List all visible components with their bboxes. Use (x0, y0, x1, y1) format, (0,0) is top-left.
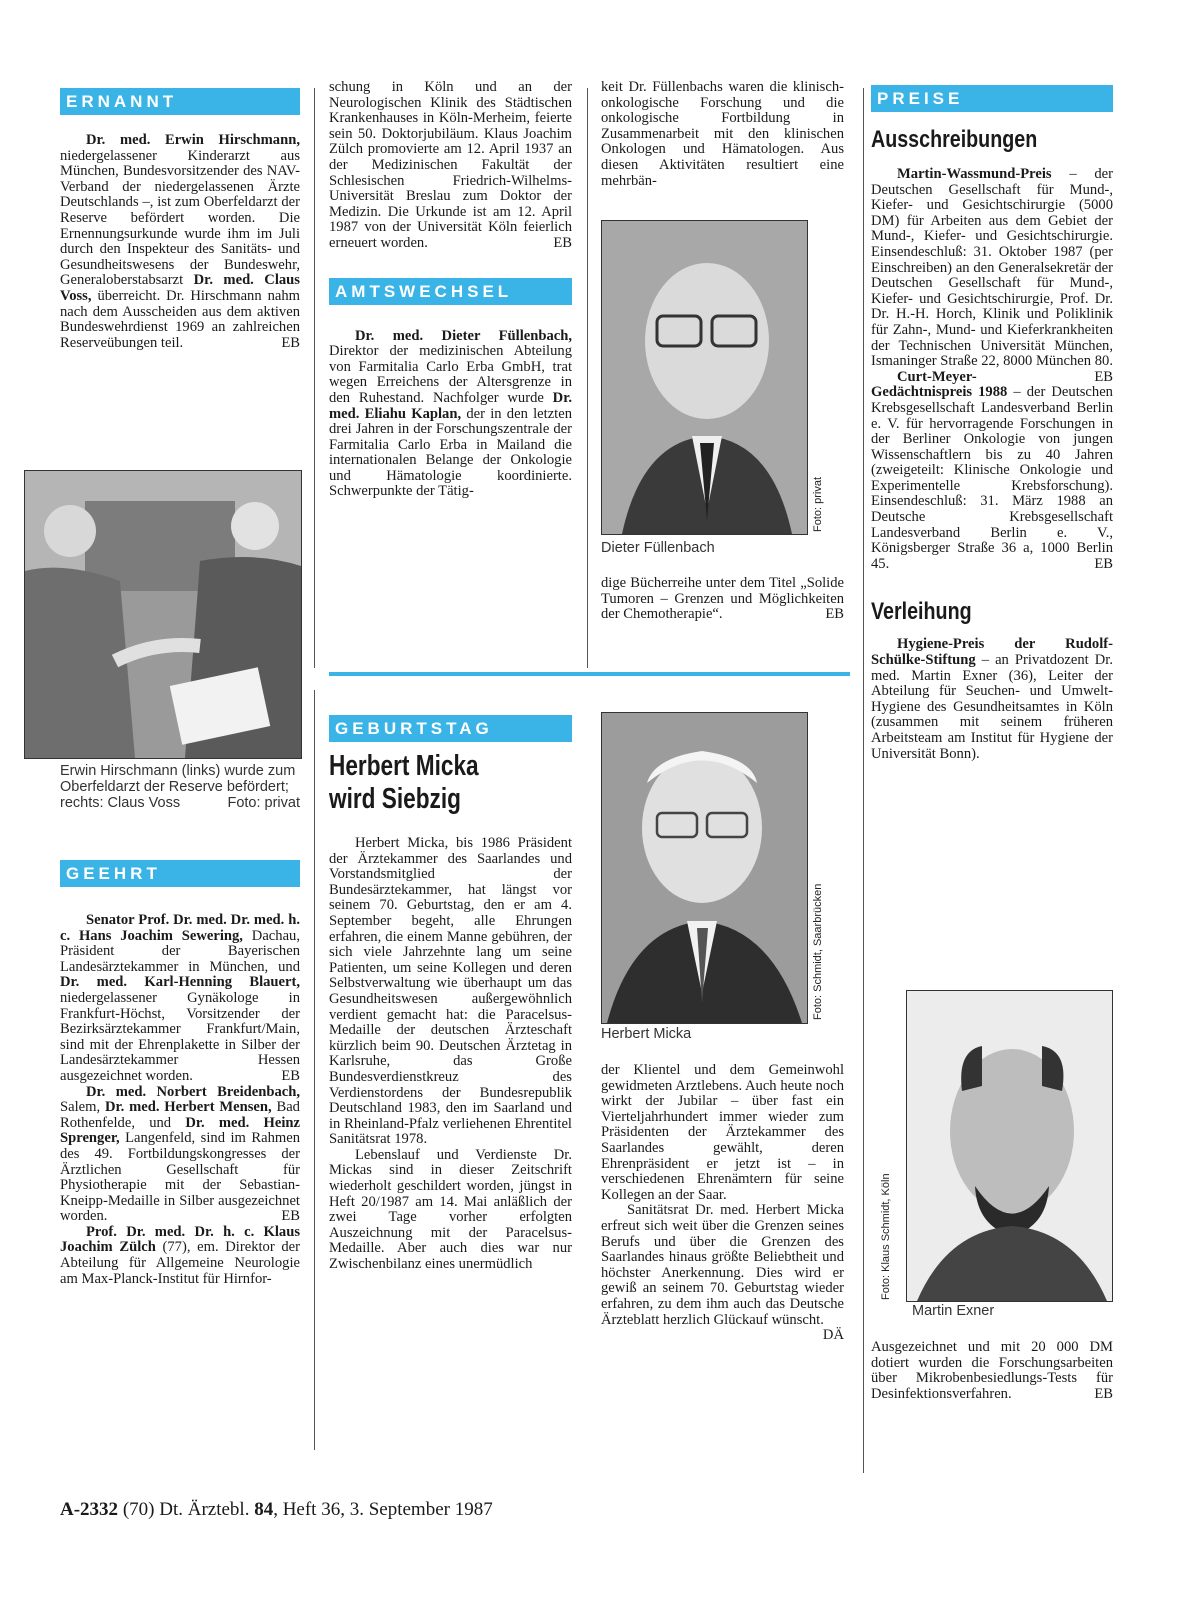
person-name: Senator Prof. Dr. med. Dr. med. h. c. Hans Joachim Sewering, (60, 912, 300, 944)
column-4-end (871, 1340, 1113, 1402)
section-bar-ernannt: ERNANNT (60, 88, 300, 115)
photo-caption: Martin Exner (912, 1303, 995, 1319)
photo-micka (601, 712, 808, 1024)
person-name: Dr. med. Erwin Hirschmann, (86, 132, 300, 148)
headline-verleihung: Verleihung (871, 598, 972, 626)
prize-martin-wassmund: Martin-Wassmund-Preis – der Deutschen Gesellschaft für Mund-, Kiefer- und Gesichtschirurgie (5000 DM) für Arbeiten aus dem Gebiet der Mund-, Kiefer- und Gesichtschirurgie. Einsendeschluß: 31. Oktober 1987 (per Einschreiben) an den Generalsekretär der Deutschen Gesellschaft für Mund-, Kiefer- und Gesichtschirurgie, Prof. Dr. Dr. H.-H. Horch, Klinik und Poliklinik für Zahn-, Mund- und Kieferkrankheiten der Technischen Universität München, Ismaninger Straße 22, 8000 München 80. EB (871, 166, 1113, 385)
column-3 (601, 80, 844, 189)
article-sewering: Senator Prof. Dr. med. Dr. med. h. c. Hans Joachim Sewering, Dachau, Präsident der Bayerischen Landesärztekammer in München, und Dr. med. Karl-Henning Blauert, niedergelassener Gynäkologe in Frankfurt-Höchst, Vorsitzender der Bezirksärztekammer Frankfurt/Main, sind mit der Ehrenplakette in Silber der Landesärztekammer Hessen ausgezeichnet worden. EB (60, 912, 300, 1084)
prize-name: Curt-Meyer-Gedächtnispreis 1988 (871, 368, 1008, 401)
person-name: Dr. med. Herbert Mensen, (104, 1099, 272, 1116)
page-number: A-2332 (60, 1499, 119, 1520)
article-fuellenbach: Dr. med. Dieter Füllenbach, Direktor der medizinischen Abteilung von Farmitalia Carlo Erba GmbH, trat wegen Erreichens der Altersgrenze in den Ruhestand. Nachfolger wurde Dr. med. Eliahu Kaplan, der in den letzten drei Jahren in der Forschungszentrale der Farmitalia Carlo Erba in Mailand die internationalen Belange der Onkologie und Hämatologie koordinierte. Schwerpunkte der Tätig- (329, 327, 573, 500)
column-4 (871, 85, 1113, 762)
prize-hygiene-continued: Ausgezeichnet und mit 20 000 DM dotiert wurden die Forschungsarbeiten über Mikrobenbesiedlungs-Tests für Desinfektionsverfahren. EB (871, 1339, 1113, 1402)
portrait-illustration (907, 991, 1112, 1301)
photo-caption: Herbert Micka (601, 1026, 692, 1042)
birthday-paragraph: Lebenslauf und Verdienste Dr. Mickas sind in dieser Zeitschrift wiederholt geschildert worden, jüngst in Heft 20/1987 am 14. Mai anläßlich der zwei Tage vorher erfolgten Auszeichnung mit der Paracelsus-Medaille. Aber auch dies war nur Zwischenbilanz eines unermüdlich (329, 1146, 572, 1273)
author-sign: EB (1094, 555, 1113, 572)
birthday-article (329, 715, 572, 1273)
author-sign: EB (281, 1067, 300, 1084)
person-name: Dr. med. Heinz Sprenger, (60, 1114, 300, 1147)
author-sign: DÄ (822, 1327, 844, 1344)
prize-curt-meyer: Curt-Meyer-Gedächtnispreis 1988 – der Deutschen Krebsgesellschaft Landesverband Berlin e. V. für hervorragende Forschungen in der Berliner Onkologie von jungen Wissenschaftlern bis zu 40 Jahren (zweigeteilt: Klinische Onkologie und Experimentelle Krebsforschung). Einsendeschluß: 31. März 1988 an Deutsche Krebsgesellschaft Landesverband Berlin e. V., Königsberger Straße 36 a, 1000 Berlin 45. EB (871, 368, 1113, 572)
portrait-illustration (602, 713, 807, 1023)
photo-credit: Foto: privat (812, 476, 824, 532)
person-name: Prof. Dr. med. Dr. h. c. Klaus Joachim Zülch (60, 1223, 300, 1256)
author-sign: EB (281, 334, 300, 351)
page-footer: A-2332 (70) Dt. Ärztebl. 84, Heft 36, 3. September 1987 (60, 1499, 493, 1520)
person-name: Dr. med. Karl-Henning Blauert, (60, 974, 300, 991)
birthday-article-continued (601, 1063, 844, 1344)
birthday-paragraph: Herbert Micka, bis 1986 Präsident der Ärztekammer des Saarlandes und Vorstandsmitglied der Bundesärztekammer, hat längst vor seinem 70. Geburtstag, den er am 4. September begeht, alle Ehrungen erfahren, die einem Manne gebühren, der sich viele Jahrzehnte lang um seine Patienten, um seine Kollegen und deren Selbstverwaltung wie überhaupt um das Gesundheitswesen außergewöhnlich verdient gemacht hat: die Paracelsus-Medaille der deutschen Ärzteschaft kürzlich beim 90. Deutschen Ärztetag in Karlsruhe, das Große Bundesverdienstkreuz des Verdienstordens der Bundesrepublik Deutschland 1983, den im Saarland und in Rheinland-Pfalz verliehenen Ehrentitel Sanitätsrat 1978. (329, 835, 572, 1148)
person-name: Dr. med. Norbert Breidenbach, (86, 1083, 300, 1100)
birthday-paragraph: Sanitätsrat Dr. med. Herbert Micka erfreut sich weit über die Grenzen seines Berufs und über die Grenzen des Saarlandes hinaus größte Beliebtheit und höchster Anerkennung. Dies wird er gewiß an seinem 70. Geburtstag wieder erfahren, zu dem ihm auch das Deutsche Ärzteblatt herzlich Glückauf wünscht. DÄ (601, 1202, 844, 1344)
section-bar-geehrt: GEEHRT (60, 860, 300, 887)
photo-credit: Foto: Schmidt, Saarbrücken (812, 883, 824, 1020)
author-sign: EB (1094, 368, 1113, 385)
column-1-geehrt (60, 860, 300, 1287)
column-3-continued (601, 576, 844, 623)
article-zuelch-continued: schung in Köln und an der Neurologischen Klinik des Städtischen Krankenhauses in Köln-Merheim, feierte sein 50. Doktorjubiläum. Klaus Joachim Zülch promovierte am 12. April 1937 an der Medizinischen Fakultät der Schlesischen Friedrich-Wilhelms-Universität Breslau zum Doktor der Medizin. Die Urkunde ist am 12. April 1987 von der Universität Köln feierlich erneuert worden. EB (329, 79, 572, 251)
column-rule (863, 88, 864, 1473)
photo-caption: Dieter Füllenbach (601, 540, 715, 556)
photo-hirschmann-voss (24, 470, 302, 759)
portrait-illustration (602, 221, 807, 534)
handshake-photo-illustration (25, 471, 301, 758)
photo-caption: Erwin Hirschmann (links) wurde zum Oberfeldarzt der Reserve befördert; rechts: Claus Voss Foto: privat (60, 763, 300, 811)
birthday-paragraph: der Klientel und dem Gemeinwohl gewidmeten Arztlebens. Auch heute noch wirkt der Jubilar – über fast ein Vierteljahrhundert immer wieder zum Präsidenten der Ärztekammer des Saarlandes gewählt, deren Ehrenpräsident er jetzt ist – in verschiedenen Ehrenämtern für seine Kollegen an der Saar. (601, 1062, 844, 1203)
photo-credit: Foto: privat (227, 795, 300, 811)
section-bar-geburtstag: GEBURTSTAG (329, 715, 572, 742)
article-breidenbach: Dr. med. Norbert Breidenbach, Salem, Dr. med. Herbert Mensen, Bad Rothenfelde, und Dr. med. Heinz Sprenger, Langenfeld, sind im Rahmen des 49. Fortbildungskongresses der Ärztlichen Gesellschaft für Physiotherapie mit der Sebastian-Kneipp-Medaille in Silber ausgezeichnet worden. EB (60, 1083, 300, 1225)
photo-fuellenbach (601, 220, 808, 535)
author-sign: EB (553, 234, 572, 251)
headline-line-1: Herbert Micka (329, 750, 479, 782)
section-bar-preise: PREISE (871, 85, 1113, 112)
photo-credit: Foto: Klaus Schmidt, Köln (880, 1173, 892, 1300)
section-divider (329, 672, 850, 676)
column-2 (329, 80, 572, 500)
column-rule (314, 690, 315, 1450)
article-fuellenbach-continued: keit Dr. Füllenbachs waren die klinisch-onkologische Forschung und die onkologische Fortbildung in Zusammenarbeit mit den klinischen Onkologen und Hämatologen. Aus diesen Aktivitäten resultiert eine mehrbän- (601, 79, 844, 189)
prize-hygiene: Hygiene-Preis der Rudolf-Schülke-Stiftung – an Privatdozent Dr. med. Martin Exner (36), Leiter der Abteilung für Seuchen- und Umwelt-Hygiene des Gesundheitsamtes in Köln (zusammen mit seinem früheren Arbeitsteam am Institut für Hygiene der Universität Bonn). (871, 636, 1113, 762)
headline-line-2: wird Siebzig (329, 783, 461, 815)
column-1 (60, 88, 300, 351)
article-zuelch: Prof. Dr. med. Dr. h. c. Klaus Joachim Zülch (77), em. Direktor der Abteilung für Allgemeine Neurologie am Max-Planck-Institut für Hirnfor- (60, 1223, 301, 1287)
volume-number: 84 (254, 1499, 274, 1520)
prize-name: Martin-Wassmund-Preis (897, 166, 1052, 182)
author-sign: EB (281, 1208, 300, 1225)
person-name: Dr. med. Dieter Füllenbach, (355, 327, 572, 344)
author-sign: EB (825, 606, 844, 623)
article-fuellenbach-end: dige Bücherreihe unter dem Titel „Solide Tumoren – Grenzen und Möglichkeiten der Chemotherapie“. EB (601, 575, 844, 623)
prize-name: Hygiene-Preis der Rudolf-Schülke-Stiftung (871, 636, 1113, 669)
person-name: Dr. med. Eliahu Kaplan, (329, 389, 572, 422)
column-rule (587, 88, 588, 668)
photo-exner (906, 990, 1113, 1302)
article-hirschmann: Dr. med. Erwin Hirschmann, niedergelassener Kinderarzt aus München, Bundesvorsitzender des NAV-Verband der niedergelassenen Ärzte Deutschlands –, ist zum Oberfeldarzt der Reserve befördert worden. Die Ernennungsurkunde wurde ihm im Juli durch den Inspekteur des Sanitäts- und Gesundheitswesens der Bundeswehr, Generaloberstabsarzt Dr. med. Claus Voss, überreicht. Dr. Hirschmann nahm nach dem Ausscheiden aus dem aktiven Bundeswehrdienst 1969 an zahlreichen Reserveübungen teil. EB (60, 132, 300, 351)
headline-ausschreibungen: Ausschreibungen (871, 126, 1038, 153)
section-bar-amtswechsel: AMTSWECHSEL (329, 278, 572, 305)
person-name: Dr. med. Claus Voss, (60, 272, 300, 304)
column-rule (314, 88, 315, 668)
author-sign: EB (1094, 1385, 1113, 1402)
